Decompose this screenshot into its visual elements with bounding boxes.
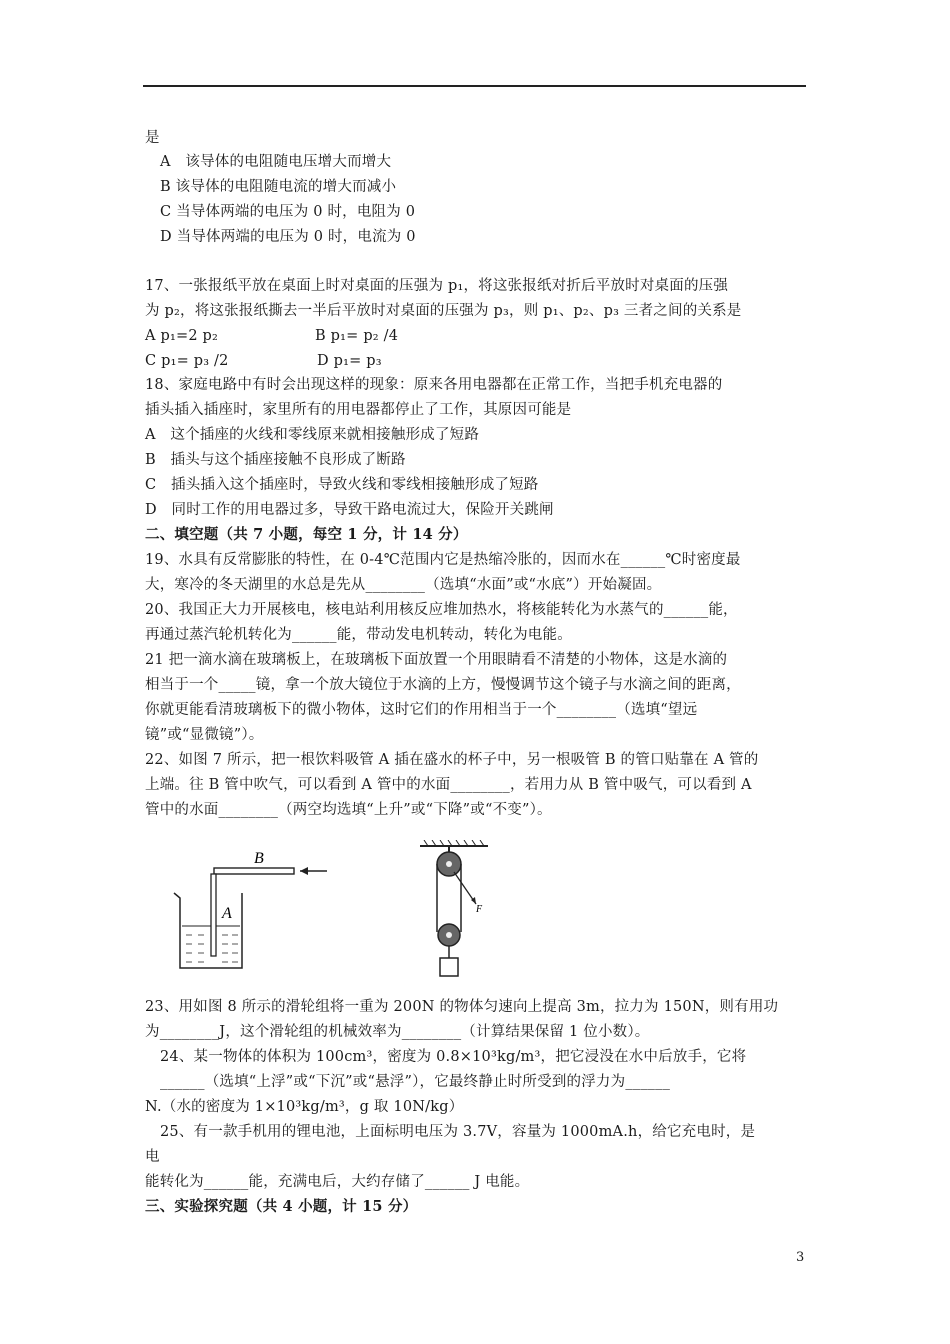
straw-b — [214, 868, 294, 874]
text-line: 是 — [145, 130, 160, 146]
text-line: 镜”或“显微镜”）。 — [145, 727, 264, 743]
text-line: 为________J，这个滑轮组的机械效率为________（计算结果保留 1 位小数）。 — [145, 1024, 650, 1040]
option-c: C p₁= p₃ /2 — [145, 353, 229, 369]
figure-7-straws — [172, 838, 332, 973]
text-line: 再通过蒸汽轮机转化为______能，带动发电机转动，转化为电能。 — [145, 627, 572, 643]
page-number: 3 — [796, 1250, 805, 1265]
text-line: 能转化为______能，充满电后，大约存储了______ J 电能。 — [145, 1174, 530, 1190]
text-line: N.（水的密度为 1×10³kg/m³，g 取 10N/kg） — [145, 1099, 464, 1115]
text-line: ______（选填“上浮”或“下沉”或“悬浮”），它最终静止时所受到的浮力为______ — [160, 1074, 671, 1090]
straw-a — [211, 874, 216, 956]
text-line: 上端。往 B 管中吹气，可以看到 A 管中的水面________，若用力从 B 管中吸气，可以看到 A — [145, 777, 752, 793]
option-b: B 插头与这个插座接触不良形成了断路 — [145, 452, 406, 468]
option-a: A p₁=2 p₂ — [145, 328, 219, 344]
option-b: B 该导体的电阻随电流的增大而减小 — [160, 179, 397, 195]
text-line: 你就更能看清玻璃板下的微小物体，这时它们的作用相当于一个________（选填“望远 — [145, 702, 698, 718]
header-rule — [143, 85, 806, 87]
option-d: D 同时工作的用电器过多，导致干路电流过大，保险开关跳闸 — [145, 502, 554, 518]
text-line: 相当于一个_____镜，拿一个放大镜位于水滴的上方，慢慢调节这个镜子与水滴之间的距离， — [145, 677, 741, 693]
section-heading: 二、填空题（共 7 小题，每空 1 分，计 14 分） — [145, 526, 468, 543]
option-d: D p₁= p₃ — [317, 353, 382, 369]
weight-block — [440, 958, 458, 976]
option-a: A 这个插座的火线和零线原来就相接触形成了短路 — [145, 427, 480, 443]
question-17: 17、一张报纸平放在桌面上时对桌面的压强为 p₁，将这张报纸对折后平放时对桌面的压强 — [145, 278, 729, 294]
question-23: 23、用如图 8 所示的滑轮组将一重为 200N 的物体匀速向上提高 3m，拉力为 150N，则有用功 — [145, 999, 779, 1015]
beaker — [174, 893, 242, 968]
text-line: 插头插入插座时，家里所有的用电器都停止了工作，其原因可能是 — [145, 402, 572, 418]
fixed-pulley-axle — [446, 861, 452, 867]
question-20: 20、我国正大力开展核电，核电站利用核反应堆加热水，将核能转化为水蒸气的______能， — [145, 602, 738, 618]
text-line: 为 p₂，将这张报纸撕去一半后平放时对桌面的压强为 p₃，则 p₁、p₂、p₃ 三者之间的关系是 — [145, 303, 742, 319]
arrow-head — [300, 867, 308, 875]
option-b: B p₁= p₂ /4 — [315, 328, 399, 344]
label-f: F — [476, 904, 483, 915]
label-a: A — [222, 905, 232, 922]
question-18: 18、家庭电路中有时会出现这样的现象：原来各用电器都在正常工作，当把手机充电器的 — [145, 377, 723, 393]
label-b: B — [254, 850, 264, 867]
text-line: 大，寒冷的冬天湖里的水总是先从________（选填“水面”或“水底”）开始凝固。 — [145, 577, 662, 593]
movable-pulley-axle — [446, 932, 452, 938]
text-line: 电 — [145, 1149, 160, 1165]
figure-8-pulley — [418, 840, 498, 980]
text-line: 管中的水面________（两空均选填“上升”或“下降”或“不变”）。 — [145, 802, 552, 818]
section-heading: 三、实验探究题（共 4 小题，计 15 分） — [145, 1198, 418, 1215]
option-d: D 当导体两端的电压为 0 时，电流为 0 — [160, 229, 416, 245]
question-21: 21 把一滴水滴在玻璃板上，在玻璃板下面放置一个用眼睛看不清楚的小物体，这是水滴的 — [145, 652, 728, 668]
question-19: 19、水具有反常膨胀的特性，在 0-4℃范围内它是热缩冷胀的，因而水在______℃时密度最 — [145, 552, 741, 568]
question-22: 22、如图 7 所示，把一根饮料吸管 A 插在盛水的杯子中，另一根吸管 B 的管口贴靠在 A 管的 — [145, 752, 759, 768]
option-a: A 该导体的电阻随电压增大而增大 — [160, 154, 392, 170]
option-c: C 插头插入这个插座时，导致火线和零线相接触形成了短路 — [145, 477, 539, 493]
question-25: 25、有一款手机用的锂电池，上面标明电压为 3.7V，容量为 1000mA.h，给它充电时，是 — [160, 1124, 756, 1140]
option-c: C 当导体两端的电压为 0 时，电阻为 0 — [160, 204, 416, 220]
question-24: 24、某一物体的体积为 100cm³，密度为 0.8×10³kg/m³，把它浸没在水中后放手，它将 — [160, 1049, 747, 1065]
